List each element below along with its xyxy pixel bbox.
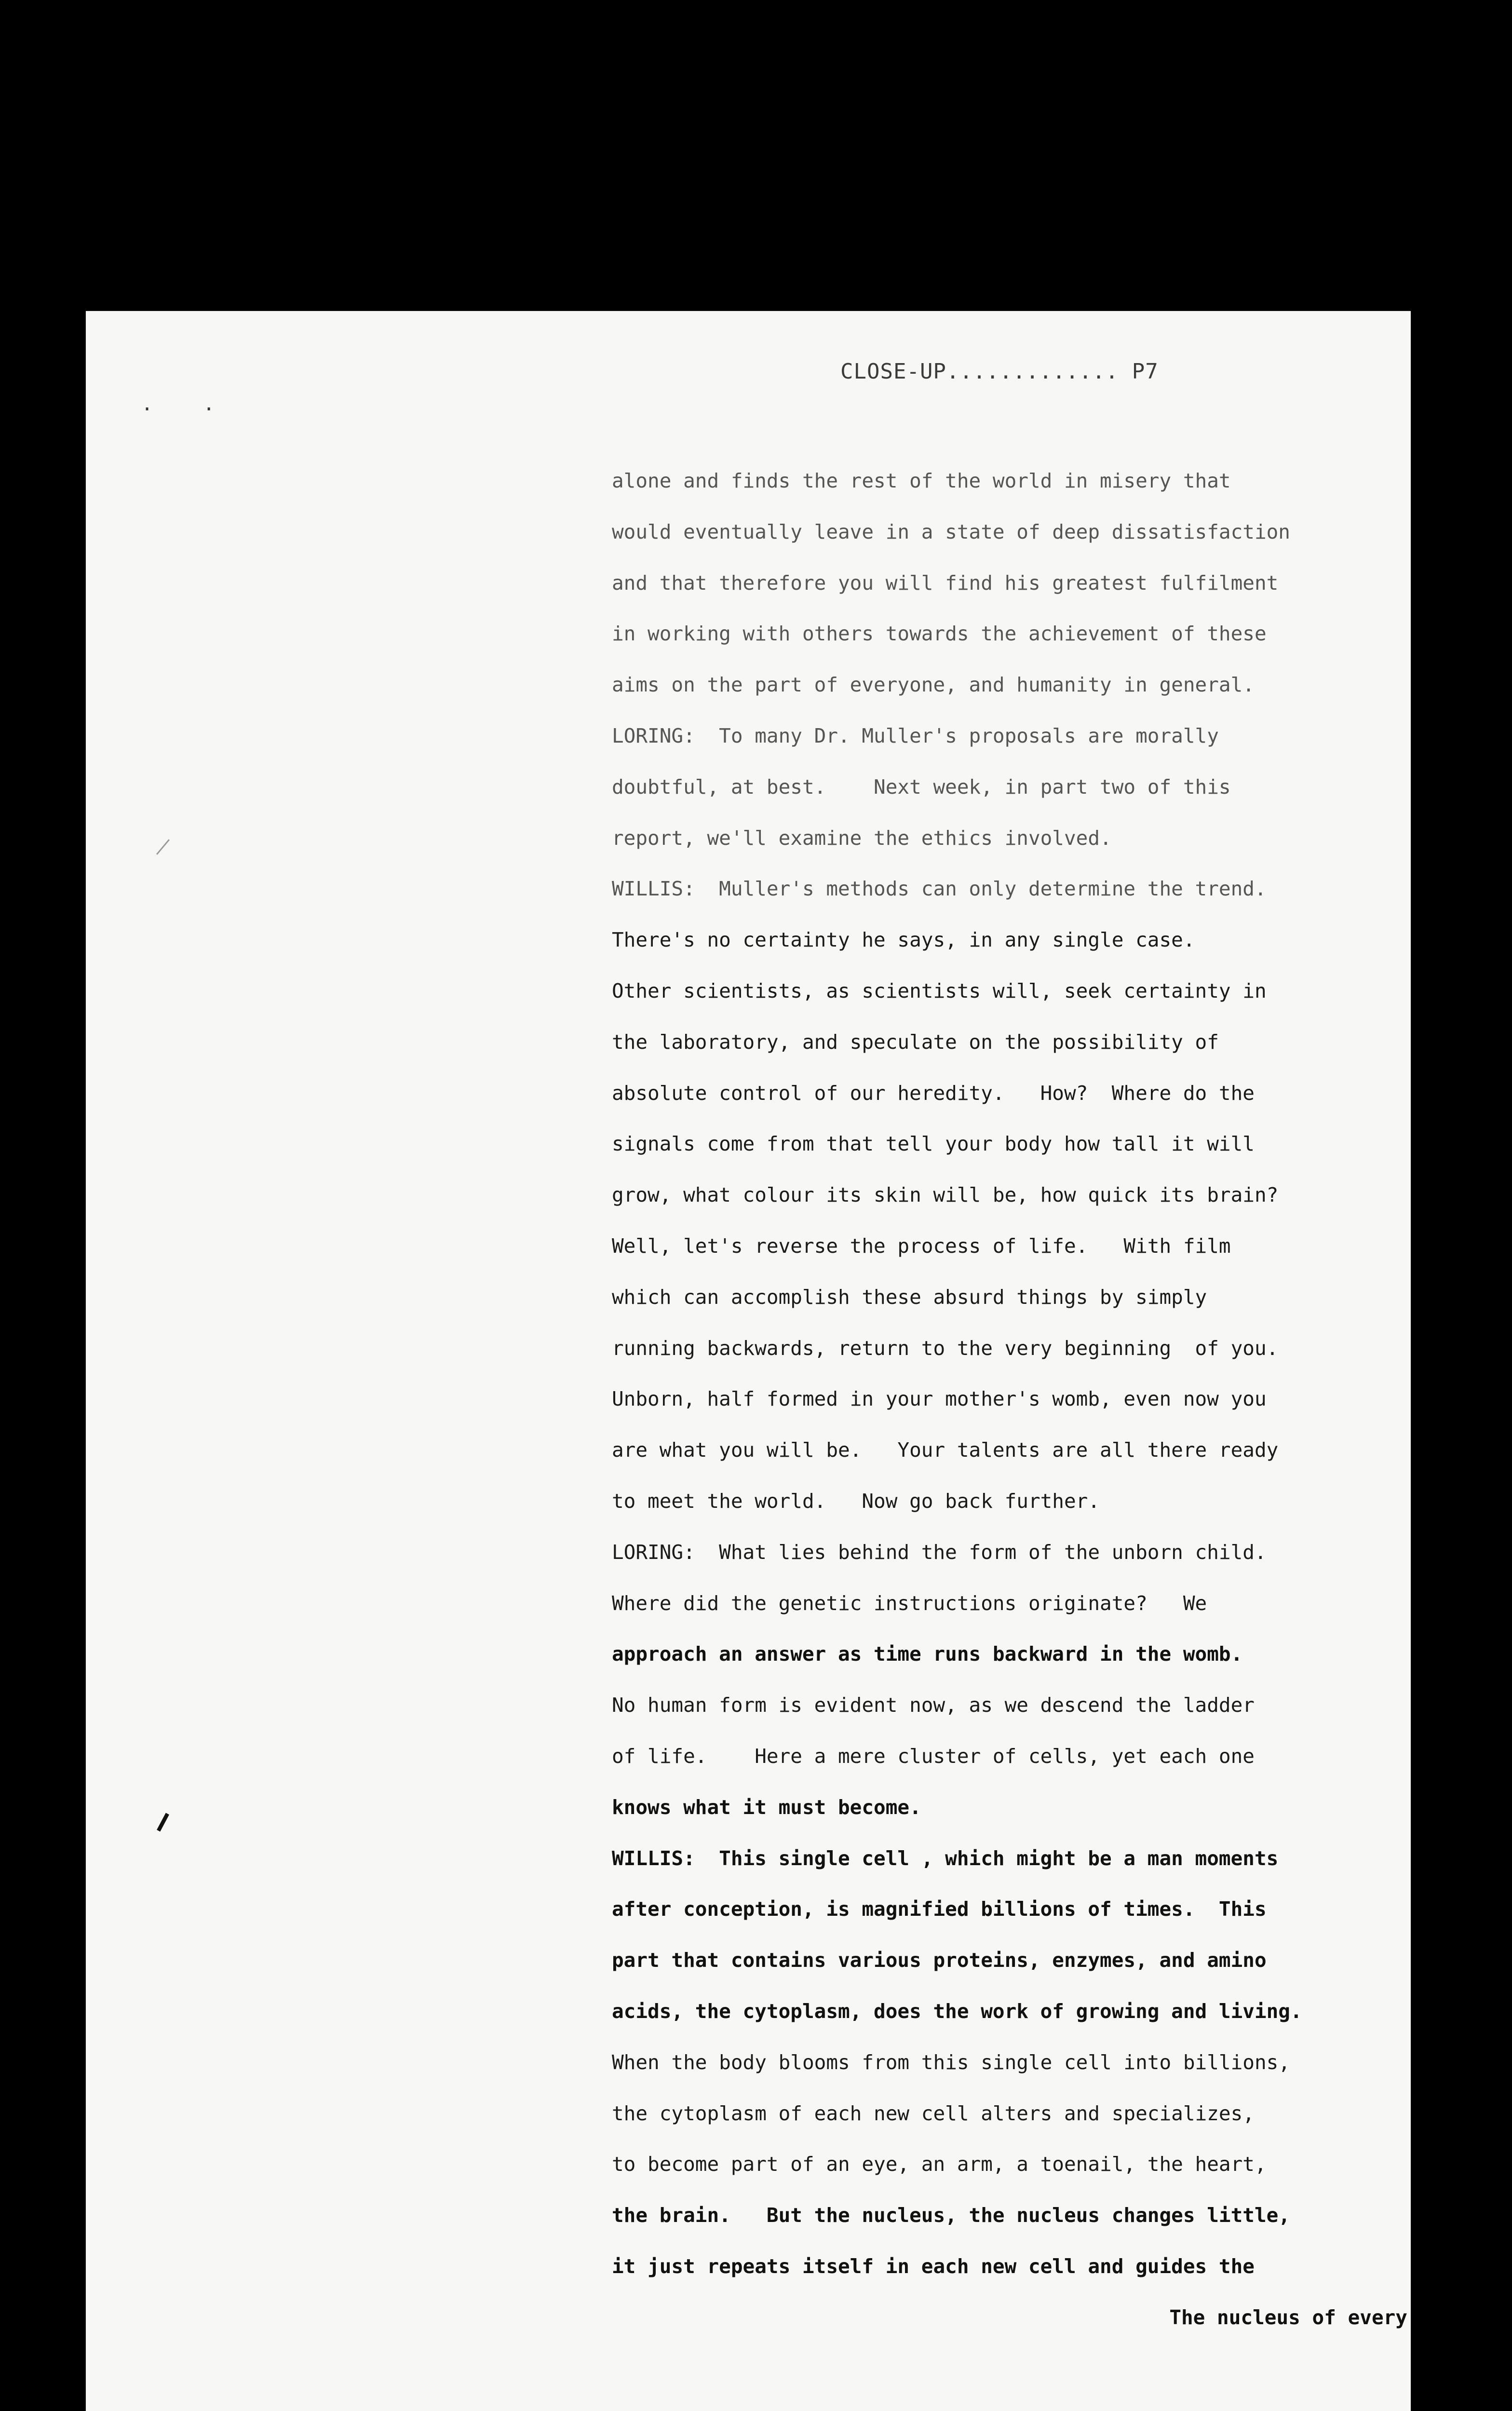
text-line: WILLIS: This single cell , which might be a man moments (612, 1846, 1279, 1870)
text-line: after conception, is magnified billions of times. This (612, 1897, 1267, 1921)
text-line: grow, what colour its skin will be, how quick its brain? (612, 1183, 1279, 1207)
text-line: report, we'll examine the ethics involved. (612, 826, 1112, 850)
text-line: LORING: To many Dr. Muller's proposals are morally (612, 724, 1219, 747)
text-line: doubtful, at best. Next week, in part two of this (612, 775, 1231, 799)
text-line: running backwards, return to the very beginning of you. (612, 1336, 1279, 1360)
margin-dots: . . (141, 393, 234, 415)
text-line: When the body blooms from this single cell into billions, (612, 2050, 1290, 2074)
text-line: part that contains various proteins, enzymes, and amino (612, 1949, 1267, 1972)
text-line: the brain. But the nucleus, the nucleus changes little, (612, 2204, 1290, 2227)
text-line: to meet the world. Now go back further. (612, 1489, 1100, 1513)
text-line: which can accomplish these absurd things by simply (612, 1285, 1207, 1309)
text-line: aims on the part of everyone, and humanity in general. (612, 673, 1255, 697)
text-line: Other scientists, as scientists will, seek certainty in (612, 979, 1267, 1002)
text-line: LORING: What lies behind the form of the unborn child. (612, 1540, 1267, 1564)
text-line: WILLIS: Muller's methods can only determine the trend. (612, 877, 1267, 901)
text-line: in working with others towards the achievement of these (612, 622, 1267, 646)
margin-pencil-mark (156, 839, 170, 855)
text-line: acids, the cytoplasm, does the work of growing and living. (612, 1999, 1302, 2023)
text-line: it just repeats itself in each new cell and guides the (612, 2254, 1255, 2278)
text-line: the laboratory, and speculate on the possibility of (612, 1030, 1219, 1054)
text-line: absolute control of our heredity. How? Where do the (612, 1081, 1255, 1105)
text-line: of life. Here a mere cluster of cells, yet each one (612, 1744, 1255, 1768)
text-line: Unborn, half formed in your mother's womb, even now you (612, 1387, 1267, 1411)
typed-page (86, 311, 1411, 2411)
text-line: signals come from that tell your body how tall it will (612, 1132, 1255, 1156)
text-line: the cytoplasm of each new cell alters and specializes, (612, 2101, 1255, 2125)
continuation-line: The nucleus of every (1169, 2305, 1407, 2329)
text-line: would eventually leave in a state of deep dissatisfaction (612, 520, 1290, 543)
text-line: knows what it must become. (612, 1795, 921, 1819)
text-line: Where did the genetic instructions originate? We (612, 1591, 1207, 1615)
text-line: alone and finds the rest of the world in misery that (612, 469, 1231, 492)
text-line: Well, let's reverse the process of life. With film (612, 1234, 1231, 1258)
text-line: to become part of an eye, an arm, a toenail, the heart, (612, 2153, 1267, 2176)
text-line: and that therefore you will find his greatest fulfilment (612, 571, 1279, 595)
text-line: There's no certainty he says, in any single case. (612, 928, 1195, 952)
script-text (612, 456, 1407, 2343)
text-line: No human form is evident now, as we descend the ladder (612, 1693, 1255, 1717)
text-line: approach an answer as time runs backward in the womb. (612, 1642, 1243, 1666)
page-header: CLOSE-UP............. P7 (840, 359, 1159, 384)
margin-slash-mark (157, 1813, 169, 1831)
text-line: are what you will be. Your talents are all there ready (612, 1438, 1279, 1462)
